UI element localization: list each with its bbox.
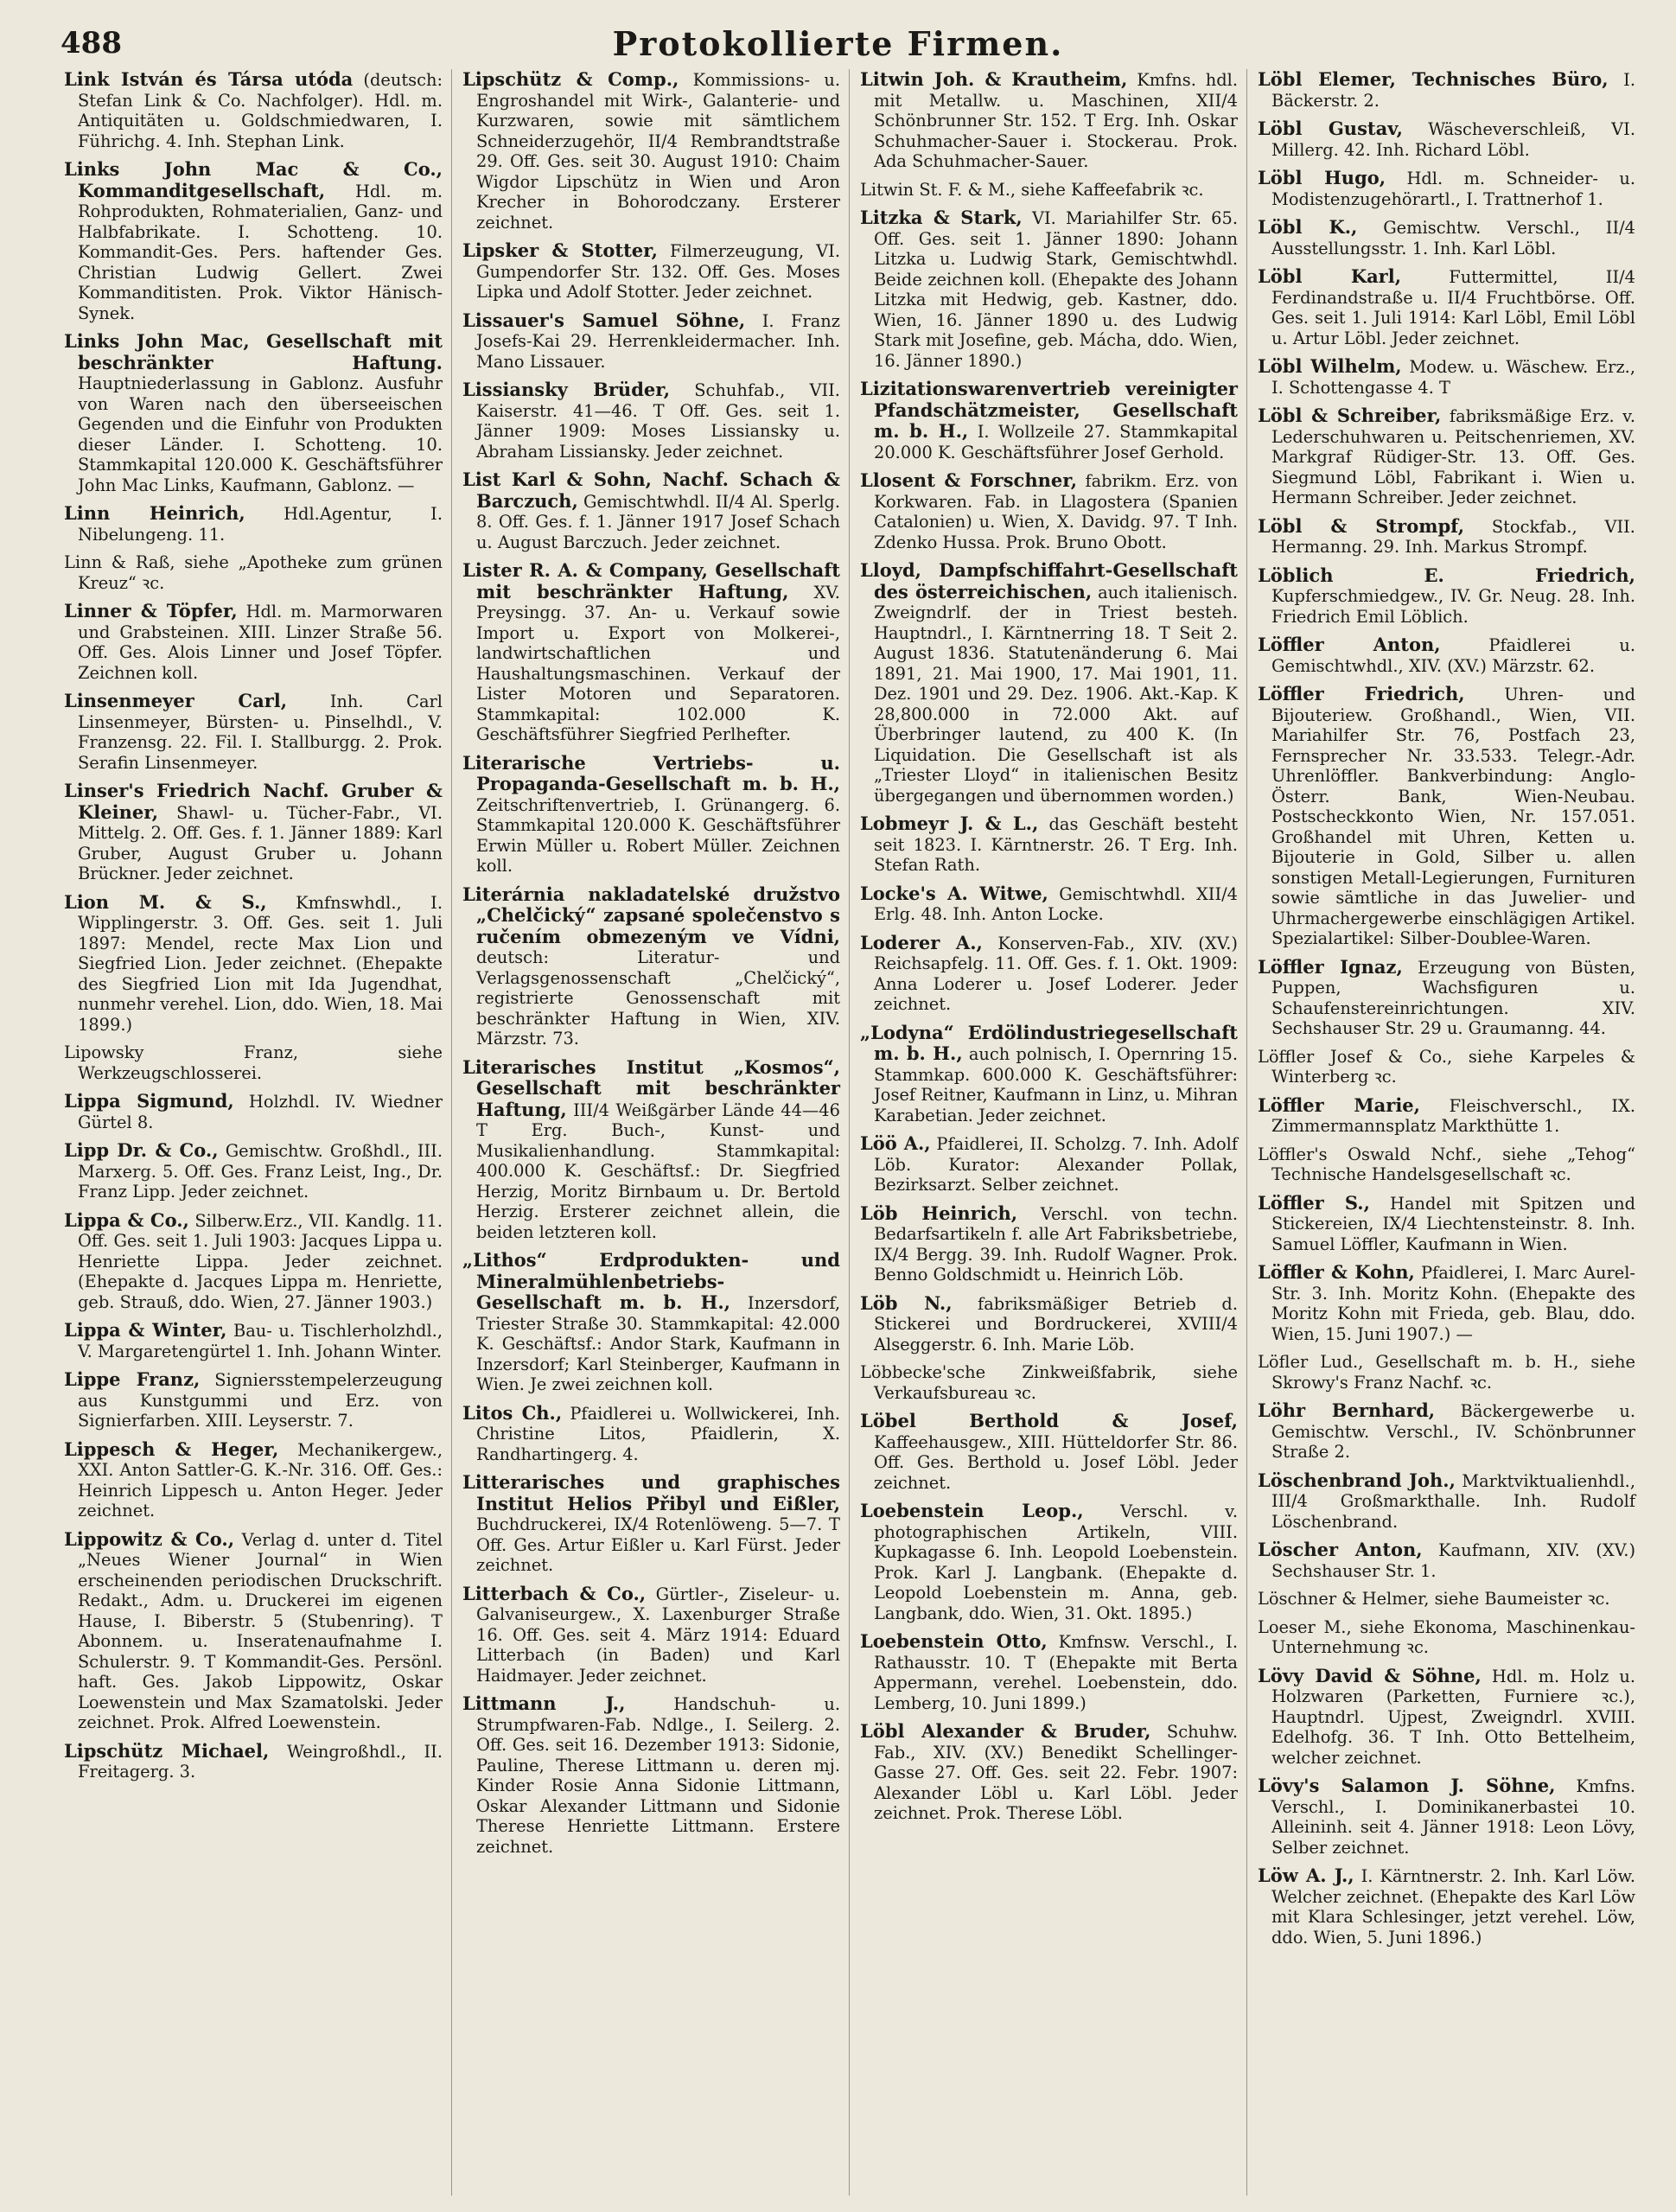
directory-entry	[860, 180, 1238, 201]
firm-details: Kupferschmiedgew., IV. Gr. Neug. 28. Inh. Friedrich Emil Löblich.	[1271, 586, 1635, 627]
firm-name: Lion M. & S.,	[64, 890, 267, 913]
firm-name: Löw A. J.,	[1258, 1865, 1354, 1886]
firm-details: Kmfns. Verschl., I. Dominikanerbastei 10. Alleininh. seit 4. Jänner 1918: Leon Lövy, Selber zeichnet.	[1271, 1776, 1635, 1858]
firm-name: Löffler & Kohn,	[1258, 1261, 1415, 1283]
firm-details: Filmerzeugung, VI. Gumpendorfer Str. 132. Off. Ges. Moses Lipka und Adolf Stotter. Jeder zeichnet.	[476, 241, 840, 302]
directory-entry	[1258, 1095, 1635, 1137]
directory-entry	[64, 1320, 443, 1361]
directory-entry	[1258, 356, 1635, 398]
firm-details: Konserven-Fab., XIV. (XV.) Reichsapfelg. 11. Off. Ges. f. 1. Okt. 1909: Anna Loderer u. Josef Loderer. Jeder zeichnet.	[874, 933, 1238, 1014]
directory-entry	[1258, 1144, 1635, 1185]
firm-name: Lippa & Co.,	[64, 1208, 189, 1231]
directory-entry	[64, 159, 443, 323]
firm-details: Pfaidlerei, II. Scholzg. 7. Inh. Adolf Löb. Kurator: Alexander Pollak, Bezirksarzt. Selber zeichnet.	[874, 1134, 1238, 1195]
directory-entry	[462, 69, 840, 233]
firm-name: Loderer A.,	[860, 931, 983, 953]
directory-entry	[64, 1091, 443, 1132]
directory-entry	[860, 1203, 1238, 1285]
directory-entry	[64, 1042, 443, 1083]
directory-entry	[64, 892, 443, 1036]
firm-name: Löbl Hugo,	[1258, 167, 1386, 188]
firm-details: auch italienisch. Zweigndrlf. der in Triest besteh. Hauptndrl., I. Kärntnerring 18. T Seit 2. August 1836. Statutenänderung 6. Mai 1891, 21. Mai 1900, 17. Mai 1901, 11. Dez. 1901 und 29. Dez. 1906. Akt.-Kap. K 28,800.000 in 72.000 Akt. auf Überbringer lautend, zu 400 K. (In Liquidation. Die Gesellschaft ist als „Triester Lloyd“ in italienischen Besitz übergegangen und übernommen worden.)	[874, 582, 1239, 806]
directory-entry	[1258, 266, 1635, 348]
directory-entry	[1258, 1617, 1635, 1658]
directory-entry	[860, 379, 1238, 462]
directory-entry	[1258, 118, 1635, 160]
directory-entry	[64, 331, 443, 495]
firm-name: Lipschütz Michael,	[64, 1739, 270, 1762]
firm-details: Shawl- u. Tücher-Fabr., VI. Mittelg. 2. Off. Ges. f. 1. Jänner 1889: Karl Gruber, August Gruber u. Johann Brückner. Jeder zeichnet.	[78, 802, 443, 883]
directory-entry	[1258, 1775, 1635, 1858]
firm-name: Litwin Joh. & Krautheim,	[860, 69, 1128, 90]
column-4	[1246, 69, 1644, 2196]
firm-name: Löbel Berthold & Josef,	[860, 1410, 1238, 1431]
firm-details: Hdl. m. Holz u. Holzwaren (Parketten, Furniere ꝛc.), Hauptndrl. Ujpest, Zweigndrl. XVIII. Edelhofg. 36. T Inh. Otto Bettelheim, welcher zeichnet.	[1271, 1666, 1636, 1768]
firm-name: Löb Heinrich,	[860, 1202, 1018, 1224]
directory-entry	[1258, 217, 1635, 258]
firm-name: Lövy David & Söhne,	[1258, 1664, 1482, 1686]
column-1	[54, 69, 451, 2196]
firm-name: Löffler Ignaz,	[1258, 955, 1403, 978]
directory-entry	[860, 1501, 1238, 1623]
firm-name: Litterbach & Co.,	[462, 1582, 647, 1604]
firm-name: Linner & Töpfer,	[64, 600, 238, 622]
directory-entry	[64, 1369, 443, 1431]
firm-name: Löbl Elemer, Technisches Büro,	[1258, 69, 1609, 90]
firm-name: Löbl K.,	[1258, 216, 1358, 238]
directory-entry	[64, 691, 443, 773]
directory-entry	[462, 753, 840, 877]
firm-details: Uhren- und Bijouteriew. Großhandl., Wien, VII. Mariahilfer Str. 76, Postfach 23, Fernsprecher Nr. 33.533. Telegr.-Adr. Uhrenlöffler. Bankverbindung: Anglo-Österr. Bank, Wien-Neubau. Postscheckkonto Wien, Nr. 157.051. Großhandel mit Uhren, Ketten u. Bijouterie in Gold, Silber u. allen sonstigen Metall-Legierungen, Furnituren sowie sämtliche in das Juwelier- und Uhrmachergewerbe einschlägigen Artikel. Spezialartikel: Silber-Doublee-Waren.	[1271, 685, 1635, 948]
firm-name: Llosent & Forschner,	[860, 469, 1078, 491]
firm-name: Lizitationswarenvertrieb vereinigter Pfandschätzmeister, Gesellschaft m. b. H.,	[860, 378, 1238, 442]
directory-entry	[462, 240, 840, 303]
firm-name: Linn Heinrich,	[64, 502, 245, 524]
firm-details: I. Kärntnerstr. 2. Inh. Karl Löw. Welcher zeichnet. (Ehepakte des Karl Löw mit Klara Schlesinger, jetzt verehel. Löw, ddo. Wien, 5. Juni 1896.)	[1271, 1866, 1635, 1947]
directory-entry	[1258, 1589, 1635, 1610]
firm-details: Hdl. m. Rohprodukten, Rohmaterialien, Ganz- und Halbfabrikate. I. Schotteng. 10. Kommandit-Ges. Pers. haftender Ges. Christian Ludwig Gellert. Zwei Kommanditisten. Prok. Viktor Hänisch-Synek.	[78, 181, 443, 323]
firm-name: Löbl Alexander & Bruder,	[860, 1720, 1151, 1742]
firm-details: Kmfns. hdl. mit Metallw. u. Maschinen, XII/4 Schönbrunner Str. 152. T Erg. Inh. Oskar Schuhmacher-Sauer i. Stockerau. Prok. Ada Schuhmacher-Sauer.	[874, 70, 1238, 171]
firm-name: Lippowitz & Co.,	[64, 1527, 235, 1550]
directory-entry	[1258, 1047, 1635, 1087]
page-number: 488	[61, 26, 122, 61]
firm-details: Kaffeehausgew., XIII. Hütteldorfer Str. 86. Off. Ges. Berthold u. Josef Löbl. Jeder zeichnet.	[874, 1431, 1238, 1493]
directory-entry	[1258, 1470, 1635, 1533]
firm-details: Hdl.Agentur, I. Nibelungeng. 11.	[78, 504, 443, 545]
directory-entry	[64, 1210, 443, 1313]
firm-details: Löffler's Oswald Nchf., siehe „Tehog“ Technische Handelsgesellschaft ꝛc.	[1258, 1144, 1635, 1184]
firm-details: Buchdruckerei, IX/4 Rotenlöweng. 5—7. T Off. Ges. Artur Eißler u. Karl Fürst. Jeder zeichnet.	[476, 1514, 840, 1575]
directory-entry	[860, 470, 1238, 552]
firm-details: Stockfab., VII. Hermanng. 29. Inh. Markus Strompf.	[1271, 516, 1635, 557]
directory-entry	[1258, 168, 1635, 209]
directory-entry	[462, 1584, 840, 1686]
firm-name: List Karl & Sohn, Nachf. Schach & Barczuch,	[462, 469, 840, 512]
column-3	[849, 69, 1246, 2196]
firm-name: Löhr Bernhard,	[1258, 1399, 1436, 1421]
directory-entry	[462, 1472, 840, 1576]
firm-details: (deutsch: Stefan Link & Co. Nachfolger). Hdl. m. Antiquitäten u. Goldschmiedwaren, I. Führichg. 4. Inh. Stephan Link.	[78, 70, 443, 151]
directory-entry	[64, 1529, 443, 1733]
firm-name: Löb N.,	[860, 1291, 953, 1314]
directory-entry	[64, 503, 443, 545]
directory-entry	[860, 813, 1238, 876]
page-title: Protokollierte Firmen.	[612, 24, 1064, 63]
firm-details: Hdl. m. Marmorwaren und Grabsteinen. XIII. Linzer Straße 56. Off. Ges. Alois Linner und Josef Töpfer. Zeichnen koll.	[78, 602, 443, 683]
directory-entry	[462, 1057, 840, 1243]
firm-details: Kmfnsw. Verschl., I. Rathausstr. 10. T (Ehepakte mit Berta Appermann, verehel. Loebenstein, ddo. Lemberg, 10. Juni 1899.)	[874, 1632, 1238, 1713]
firm-details: Lipowsky Franz, siehe Werkzeugschlosserei.	[64, 1042, 443, 1083]
firm-details: Litwin St. F. & M., siehe Kaffeefabrik ꝛc.	[860, 179, 1204, 200]
firm-name: Lippa & Winter,	[64, 1319, 227, 1341]
firm-name: „Lodyna“ Erdölindustriegesellschaft m. b. H.,	[860, 1021, 1238, 1064]
directory-entry	[462, 1250, 840, 1395]
firm-name: Löffler Anton,	[1258, 634, 1441, 655]
directory-entry	[860, 1133, 1238, 1195]
firm-details: deutsch: Literatur- und Verlagsgenossenschaft „Chelčický“, registrierte Genossenschaft mit beschränkter Haftung in Wien, XIV. Märzstr. 73.	[476, 947, 840, 1049]
firm-name: Löbl & Strompf,	[1258, 514, 1465, 537]
directory-entry	[462, 469, 840, 552]
directory-entry	[1258, 1400, 1635, 1463]
firm-details: XV. Preysingg. 37. An- u. Verkauf sowie Import u. Export von Molkerei-, landwirtschaftlichen und Haushaltungsmaschinen. Verkauf der Lister Motoren und Separatoren. Stammkapital: 102.000 K. Geschäftsführer Siegfried Perlhefter.	[476, 582, 840, 744]
firm-name: Löbl & Schreiber,	[1258, 405, 1442, 426]
firm-details: Erzeugung von Büsten, Puppen, Wachsfiguren u. Schaufenstereinrichtungen. XIV. Sechshauser Str. 29 u. Graumanng. 44.	[1271, 957, 1635, 1038]
firm-name: Loebenstein Leop.,	[860, 1500, 1084, 1521]
directory-entry	[64, 1140, 443, 1202]
directory-entry	[462, 1693, 840, 1857]
firm-details: Verlag d. unter d. Titel „Neues Wiener Journal“ in Wien erscheinenden periodischen Druckschrift. Redakt., Adm. u. Druckerei im eigenen Hause, I. Biberstr. 5 (Stubenring). T Abonnem. u. Inseratenaufnahme I. Schulerstr. 9. T Kommandit-Ges. Persönl. haft. Ges. Jakob Lippowitz, Oskar Loewenstein und Max Szamatolski. Jeder zeichnet. Prok. Alfred Loewenstein.	[78, 1529, 443, 1732]
firm-name: Löffler Marie,	[1258, 1093, 1420, 1116]
page-header	[0, 19, 1676, 71]
directory-entry	[860, 883, 1238, 925]
firm-name: Litzka & Stark,	[860, 207, 1023, 228]
firm-name: Lobmeyr J. & L.,	[860, 813, 1039, 834]
firm-details: Löffler Josef & Co., siehe Karpeles & Winterberg ꝛc.	[1258, 1046, 1635, 1087]
firm-details: Schuhw. Fab., XIV. (XV.) Benedikt Schellinger-Gasse 27. Off. Ges. seit 22. Febr. 1907: Alexander Löbl u. Karl Löbl. Jeder zeichnet. Prok. Therese Löbl.	[874, 1722, 1238, 1823]
firm-name: Locke's A. Witwe,	[860, 882, 1048, 904]
firm-details: Hdl. m. Schneider- u. Modistenzugehörartl., I. Trattnerhof 1.	[1271, 169, 1636, 209]
firm-name: Löschenbrand Joh.,	[1258, 1469, 1456, 1491]
firm-name: Littmann J.,	[462, 1692, 626, 1714]
firm-name: Literarisches Institut „Kosmos“, Gesellschaft mit beschränkter Haftung,	[462, 1055, 840, 1120]
directory-entry	[860, 560, 1238, 806]
firm-name: Lloyd, Dampfschiffahrt-Gesellschaft des österreichischen,	[860, 559, 1238, 602]
firm-details: Handschuh- u. Strumpfwaren-Fab. Ndlge., I. Seilerg. 2. Off. Ges. seit 16. Dezember 1913: Sidonie, Pauline, Therese Littmann u. deren mj. Kinder Rosie Anna Sidonie Littmann, Oskar Alexander Littmann und Sidonie Therese Henriette Littmann. Erstere zeichnet.	[476, 1694, 840, 1857]
directory-entry	[64, 1741, 443, 1782]
firm-name: Löblich E. Friedrich,	[1258, 564, 1635, 586]
firm-details: auch polnisch, I. Opernring 15. Stammkap. 600.000 K. Geschäftsführer: Josef Reitner, Kaufmann in Linz, u. Mihran Karabetian. Jeder zeichnet.	[874, 1044, 1238, 1125]
firm-details: Loeser M., siehe Ekonoma, Maschinenkau-Unternehmung ꝛc.	[1258, 1616, 1635, 1657]
directory-entry	[1258, 516, 1635, 558]
directory-entry	[1258, 1193, 1635, 1255]
column-2	[451, 69, 849, 2196]
firm-name: Literarische Vertriebs- u. Propaganda-Gesellschaft m. b. H.,	[462, 751, 840, 794]
firm-name: Lipp Dr. & Co.,	[64, 1139, 219, 1161]
directory-entry	[462, 884, 840, 1049]
directory-entry	[1258, 565, 1635, 628]
firm-details: Löfler Lud., Gesellschaft m. b. H., siehe Skrowy's Franz Nachf. ꝛc.	[1258, 1352, 1635, 1393]
firm-details: Bau- u. Tischlerholzhdl., V. Margaretengürtel 1. Inh. Johann Winter.	[78, 1321, 443, 1361]
firm-details: Hauptniederlassung in Gablonz. Ausfuhr von Waren nach den überseeischen Gegenden und die Einfuhr von Produkten dieser Länder. I. Schotteng. 10. Stammkapital 120.000 K. Geschäftsführer John Mac Links, Kaufmann, Gablonz. —	[78, 373, 443, 495]
directory-entry	[64, 69, 443, 151]
firm-name: Löbl Gustav,	[1258, 118, 1403, 139]
firm-name: Lövy's Salamon J. Söhne,	[1258, 1775, 1556, 1796]
firm-name: Litterarisches und graphisches Institut Helios Přibyl und Eißler,	[462, 1471, 840, 1514]
firm-details: VI. Mariahilfer Str. 65. Off. Ges. seit 1. Jänner 1890: Johann Litzka u. Ludwig Stark, Gemischtwhdl. Beide zeichnen koll. (Ehepakte des Johann Litzka mit Hedwig, geb. Kastner, ddo. Wien, 16. Jänner 1890 u. des Ludwig Stark mit Josefine, geb. Mácha, ddo. Wien, 16. Jänner 1890.)	[874, 208, 1238, 371]
firm-name: Löffler S.,	[1258, 1191, 1370, 1214]
directory-entry	[860, 933, 1238, 1015]
directory-entry	[64, 601, 443, 683]
firm-details: Inzersdorf, Triester Straße 30. Stammkapital: 42.000 K. Geschäftsf.: Andor Stark, Kaufmann in Inzersdorf; Karl Steinberger, Kaufmann in Wien. Je zwei zeichnen koll.	[476, 1293, 840, 1394]
firm-details: Kommissions- u. Engroshandel mit Wirk-, Galanterie- und Kurzwaren, sowie mit sämtlichem Schneiderzugehör, II/4 Rembrandtstraße 29. Off. Ges. seit 30. August 1910: Chaim Wigdor Lipschütz in Wien und Aron Krecher in Bohorodczany. Ersterer zeichnet.	[476, 70, 840, 233]
firm-name: Link István és Társa utóda	[64, 69, 354, 90]
firm-details: Kmfnswhdl., I. Wipplingerstr. 3. Off. Ges. seit 1. Juli 1897: Mendel, recte Max Lion und Siegfried Lion. Jeder zeichnet. (Ehepakte des Siegfried Lion mit Ida Jugendhat, nunmehr verehel. Lion, ddo. Wien, 18. Mai 1899.)	[78, 892, 443, 1035]
firm-name: Litos Ch.,	[462, 1401, 563, 1424]
firm-details: Kaufmann, XIV. (XV.) Sechshauser Str. 1.	[1271, 1540, 1636, 1581]
firm-details: Zeitschriftenvertrieb, I. Grünangerg. 6. Stammkapital 120.000 K. Geschäftsführer Erwin Müller u. Robert Müller. Zeichnen koll.	[476, 794, 840, 876]
directory-entry	[860, 1721, 1238, 1824]
directory-entry	[860, 1293, 1238, 1355]
firm-details: Verschl. von techn. Bedarfsartikeln f. alle Art Fabriksbetriebe, IX/4 Bergg. 39. Inh. Rudolf Wagner. Prok. Benno Goldschmidt u. Heinrich Löb.	[874, 1203, 1238, 1284]
directory-entry	[1258, 957, 1635, 1039]
firm-details: fabrikm. Erz. von Korkwaren. Fab. in Llagostera (Spanien Catalonien) u. Wien, X. Davidg. 97. T Inh. Zdenko Hussa. Prok. Bruno Obott.	[874, 471, 1239, 552]
directory-entry	[64, 1439, 443, 1521]
firm-details: fabriksmäßiger Betrieb d. Stickerei und Bordruckerei, XVIII/4 Alseggerstr. 6. Inh. Marie Löb.	[874, 1293, 1238, 1355]
directory-entry	[860, 207, 1238, 371]
directory-entry	[860, 1023, 1238, 1126]
directory-entry	[1258, 1262, 1635, 1344]
directory-entry	[1258, 1666, 1635, 1769]
directory-entry	[462, 1403, 840, 1465]
firm-name: Lippe Franz,	[64, 1368, 201, 1390]
firm-name: Lipsker & Stotter,	[462, 239, 658, 261]
firm-name: Lissiansky Brüder,	[462, 379, 671, 400]
firm-details: Verschl. v. photographischen Artikeln, VIII. Kupkagasse 6. Inh. Leopold Loebenstein. Prok. Karl J. Langbank. (Ehepakte d. Leopold Loebenstein m. Anna, geb. Langbank, ddo. Wien, 31. Okt. 1895.)	[874, 1501, 1238, 1623]
firm-name: Links John Mac, Gesellschaft mit beschränkter Haftung.	[64, 330, 443, 373]
firm-name: Loebenstein Otto,	[860, 1630, 1048, 1652]
firm-details: Gemischtwhdl. XII/4 Erlg. 48. Inh. Anton Locke.	[874, 883, 1238, 924]
firm-details: Wäscheverschleiß, VI. Millerg. 42. Inh. Richard Löbl.	[1271, 119, 1635, 160]
directory-entry	[64, 552, 443, 593]
firm-name: Löbl Wilhelm,	[1258, 355, 1402, 377]
firm-details: Gemischtw. Großhdl., III. Marxerg. 5. Off. Ges. Franz Leist, Ing., Dr. Franz Lipp. Jeder zeichnet.	[78, 1141, 443, 1202]
firm-name: Links John Mac & Co., Kommanditgesellschaft,	[64, 158, 443, 201]
directory-entry	[860, 1411, 1238, 1493]
firm-details: Schuhfab., VII. Kaiserstr. 41—46. T Off. Ges. seit 1. Jänner 1909: Moses Lissiansky u. Abraham Lissiansky. Jeder zeichnet.	[476, 380, 840, 462]
firm-name: Linser's Friedrich Nachf. Gruber & Kleiner,	[64, 780, 443, 823]
firm-details: I. Bäckerstr. 2.	[1271, 70, 1635, 111]
firm-name: „Lithos“ Erdprodukten- und Mineralmühlenbetriebs-Gesellschaft m. b. H.,	[462, 1249, 840, 1313]
firm-details: fabriksmäßige Erz. v. Lederschuhwaren u. Peitschenriemen, XV. Markgraf Rüdiger-Str. 13. Off. Ges. Siegmund Löbl, Fabrikant i. Wien u. Hermann Schreiber. Jeder zeichnet.	[1271, 406, 1635, 507]
directory-entry	[462, 310, 840, 373]
directory-entry	[1258, 69, 1635, 111]
firm-details: Futtermittel, II/4 Ferdinandstraße u. II/4 Fruchtbörse. Off. Ges. seit 1. Juli 1914: Karl Löbl, Emil Löbl u. Artur Löbl. Jeder zeichnet.	[1271, 267, 1635, 348]
firm-details: Pfaidlerei u. Wollwickerei, Inh. Christine Litos, Pfaidlerin, X. Randhartingerg. 4.	[476, 1403, 840, 1464]
directory-entry	[860, 1362, 1238, 1403]
directory-entry	[1258, 1865, 1635, 1947]
firm-details: Holzhdl. IV. Wiedner Gürtel 8.	[78, 1092, 443, 1132]
firm-name: Lister R. A. & Company, Gesellschaft mit beschränkter Haftung,	[462, 559, 840, 602]
firm-name: Lippa Sigmund,	[64, 1090, 234, 1112]
firm-name: Linsenmeyer Carl,	[64, 690, 288, 711]
firm-name: Lissauer's Samuel Söhne,	[462, 309, 746, 331]
firm-details: I. Wollzeile 27. Stammkapital 20.000 K. Geschäftsführer Josef Gerhold.	[874, 422, 1238, 462]
directory-entry	[1258, 1352, 1635, 1393]
firm-name: Löö A.,	[860, 1132, 931, 1154]
firm-name: Löbl Karl,	[1258, 265, 1402, 287]
firm-name: Lippesch & Heger,	[64, 1437, 279, 1460]
firm-details: Gemischtwhdl. II/4 Al. Sperlg. 8. Off. Ges. f. 1. Jänner 1917 Josef Schach u. August Barczuch. Jeder zeichnet.	[476, 491, 840, 552]
directory-entry	[462, 379, 840, 462]
firm-details: Inh. Carl Linsenmeyer, Bürsten- u. Pinselhdl., V. Franzensg. 22. Fil. I. Stallburgg. 2. Prok. Serafin Linsenmeyer.	[78, 692, 443, 773]
firm-details: I. Franz Josefs-Kai 29. Herrenkleidermacher. Inh. Mano Lissauer.	[476, 310, 841, 372]
directory-columns	[54, 69, 1644, 2196]
directory-entry	[64, 781, 443, 884]
firm-details: Modew. u. Wäschew. Erz., I. Schottengasse 4. T	[1271, 357, 1635, 398]
firm-details: Weingroßhdl., II. Freitagerg. 3.	[78, 1741, 443, 1782]
firm-details: Marktviktualienhdl., III/4 Großmarkthalle. Inh. Rudolf Löschenbrand.	[1271, 1470, 1635, 1532]
firm-details: Silberw.Erz., VII. Kandlg. 11. Off. Ges. seit 1. Juli 1903: Jacques Lippa u. Henriette Lippa. Jeder zeichnet. (Ehepakte d. Jacques Lippa m. Henriette, geb. Strauß, ddo. Wien, 27. Jänner 1903.)	[78, 1210, 443, 1312]
firm-name: Literárnia nakladatelské družstvo „Chelčický“ zapsané společenstvo s ručením obmezeným ve Vídni,	[462, 883, 840, 947]
firm-details: das Geschäft besteht seit 1823. I. Kärntnerstr. 26. T Erg. Inh. Stefan Rath.	[874, 814, 1238, 875]
firm-details: Linn & Raß, siehe „Apotheke zum grünen Kreuz“ ꝛc.	[64, 552, 443, 593]
firm-details: Gürtler-, Ziseleur- u. Galvaniseurgew., X. Laxenburger Straße 16. Off. Ges. seit 4. März 1914: Eduard Litterbach (in Baden) und Karl Haidmayer. Jeder zeichnet.	[476, 1584, 840, 1686]
firm-details: Löschner & Helmer, siehe Baumeister ꝛc.	[1258, 1589, 1610, 1609]
directory-entry	[1258, 684, 1635, 949]
directory-entry	[1258, 405, 1635, 508]
firm-details: Fleischverschl., IX. Zimmermannsplatz Markthütte 1.	[1271, 1095, 1636, 1136]
firm-name: Lipschütz & Comp.,	[462, 69, 679, 90]
firm-details: Gemischtw. Verschl., II/4 Ausstellungsstr. 1. Inh. Karl Löbl.	[1271, 218, 1635, 258]
firm-details: Pfaidlerei u. Gemischtwhdl., XIV. (XV.) Märzstr. 62.	[1271, 635, 1635, 676]
directory-entry	[462, 560, 840, 745]
directory-entry	[1258, 1539, 1635, 1581]
directory-entry	[860, 1631, 1238, 1713]
firm-details: Löbbecke'sche Zinkweißfabrik, siehe Verkaufsbureau ꝛc.	[860, 1362, 1238, 1403]
directory-entry	[1258, 634, 1635, 676]
firm-details: Mechanikergew., XXI. Anton Sattler-G. K.-Nr. 316. Off. Ges.: Heinrich Lippesch u. Anton Heger. Jeder zeichnet.	[78, 1439, 443, 1520]
firm-details: III/4 Weißgärber Lände 44—46 T Erg. Buch-, Kunst- und Musikalienhandlung. Stammkapital: 400.000 K. Geschäftsf.: Dr. Siegfried Herzig, Moritz Birnbaum u. Dr. Bertold Herzig. Ersterer zeichnet allein, die beiden letzteren koll.	[476, 1100, 840, 1242]
firm-name: Löffler Friedrich,	[1258, 683, 1465, 704]
firm-details: Signiersstempelerzeugung aus Kunstgummi und Erz. von Signierfarben. XIII. Leyserstr. 7.	[78, 1370, 443, 1431]
directory-entry	[860, 69, 1238, 172]
firm-details: Bäckergewerbe u. Gemischtw. Verschl., IV. Schönbrunner Straße 2.	[1271, 1401, 1635, 1462]
firm-details: Handel mit Spitzen und Stickereien, IX/4 Liechtensteinstr. 8. Inh. Samuel Löffler, Kaufmann in Wien.	[1271, 1193, 1635, 1254]
firm-details: Pfaidlerei, I. Marc Aurel-Str. 3. Inh. Moritz Kohn. (Ehepakte des Moritz Kohn mit Frieda, geb. Blau, ddo. Wien, 15. Juni 1907.) —	[1271, 1263, 1635, 1344]
firm-name: Löscher Anton,	[1258, 1539, 1423, 1560]
